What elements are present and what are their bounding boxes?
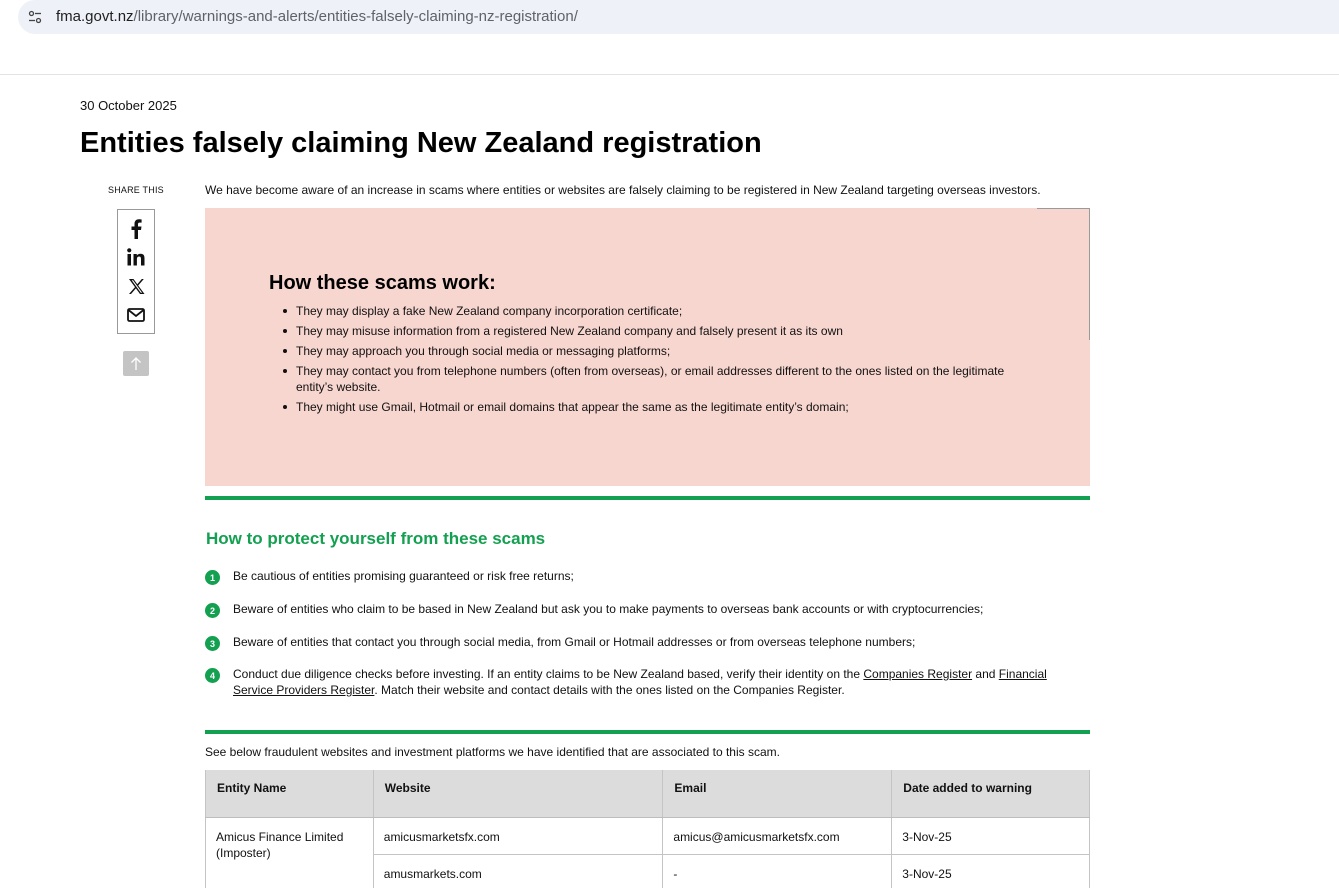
box-border-top (1037, 208, 1090, 209)
facebook-icon (130, 219, 142, 239)
step-text: Beware of entities who claim to be based in New Zealand but ask you to make payments to overseas bank accounts or with cryptocurrencies; (233, 602, 984, 616)
share-label: SHARE THIS (108, 185, 164, 195)
website-cell: amicusmarketsfx.com (373, 817, 663, 854)
list-item: They may approach you through social media or messaging platforms; (296, 343, 1016, 359)
header-divider (0, 74, 1339, 75)
intro-text: We have become aware of an increase in scams where entities or websites are falsely claiming to be registered in New Zealand targeting overseas investors. (205, 183, 1041, 197)
website-cell: amusmarkets.com (373, 854, 663, 888)
page-title: Entities falsely claiming New Zealand registration (80, 127, 762, 159)
column-header: Website (373, 770, 663, 817)
back-to-top-button[interactable] (123, 351, 149, 376)
table-row (206, 817, 1090, 854)
email-cell: amicus@amicusmarketsfx.com (663, 817, 892, 854)
url-path: /library/warnings-and-alerts/entities-falsely-claiming-nz-registration/ (133, 8, 578, 25)
entity-name-cell: Amicus Finance Limited (Imposter) (206, 817, 374, 888)
scam-box-heading: How these scams work: (269, 272, 496, 294)
arrow-up-icon (130, 357, 142, 371)
column-header: Entity Name (206, 770, 374, 817)
step-text-part: . Match their website and contact details with the ones listed on the Companies Register. (374, 683, 845, 697)
date-cell: 3-Nov-25 (892, 817, 1090, 854)
step-text-part: Conduct due diligence checks before investing. If an entity claims to be New Zealand based, verify their identity on the (233, 667, 864, 681)
facebook-share-button[interactable] (126, 219, 146, 239)
email-icon (127, 308, 145, 322)
x-share-button[interactable] (126, 276, 146, 296)
email-cell: - (663, 854, 892, 888)
step-text-part: and (972, 667, 999, 681)
linkedin-icon (127, 248, 145, 266)
list-item: They may contact you from telephone numbers (often from overseas), or email addresses different to the ones listed on the legitimate entity’s website. (296, 363, 1016, 395)
green-divider (205, 496, 1090, 500)
table-header-row (206, 770, 1090, 817)
date-cell: 3-Nov-25 (892, 854, 1090, 888)
step-number: 4 (205, 668, 220, 683)
step-text: Be cautious of entities promising guaranteed or risk free returns; (233, 569, 574, 583)
list-item: They may display a fake New Zealand company incorporation certificate; (296, 303, 1016, 319)
companies-register-link[interactable]: Companies Register (863, 667, 973, 681)
url-text[interactable] (56, 8, 578, 25)
x-icon (128, 278, 145, 295)
table-intro: See below fraudulent websites and investment platforms we have identified that are associated to this scam. (205, 745, 780, 759)
step-number: 1 (205, 570, 220, 585)
entities-table (205, 770, 1090, 888)
step-number: 3 (205, 636, 220, 651)
step-number: 2 (205, 603, 220, 618)
article-date: 30 October 2025 (80, 98, 177, 113)
tune-icon[interactable] (28, 10, 42, 24)
share-panel (117, 209, 155, 334)
scam-list (296, 303, 1016, 419)
protect-heading: How to protect yourself from these scams (206, 529, 546, 548)
url-host: fma.govt.nz (56, 8, 134, 25)
list-item: They might use Gmail, Hotmail or email domains that appear the same as the legitimate entity’s domain; (296, 399, 1016, 415)
linkedin-share-button[interactable] (126, 247, 146, 267)
fsp-register-link[interactable]: Financial Service Providers Register (233, 667, 1047, 697)
column-header: Date added to warning (892, 770, 1090, 817)
step-text (233, 666, 1063, 698)
box-border-right (1089, 208, 1090, 340)
list-item: They may misuse information from a registered New Zealand company and falsely present it as its own (296, 323, 1016, 339)
address-bar[interactable] (18, 0, 1339, 34)
email-share-button[interactable] (126, 305, 146, 325)
green-divider (205, 730, 1090, 734)
column-header: Email (663, 770, 892, 817)
step-text: Beware of entities that contact you through social media, from Gmail or Hotmail addresses or from overseas telephone numbers; (233, 635, 916, 649)
